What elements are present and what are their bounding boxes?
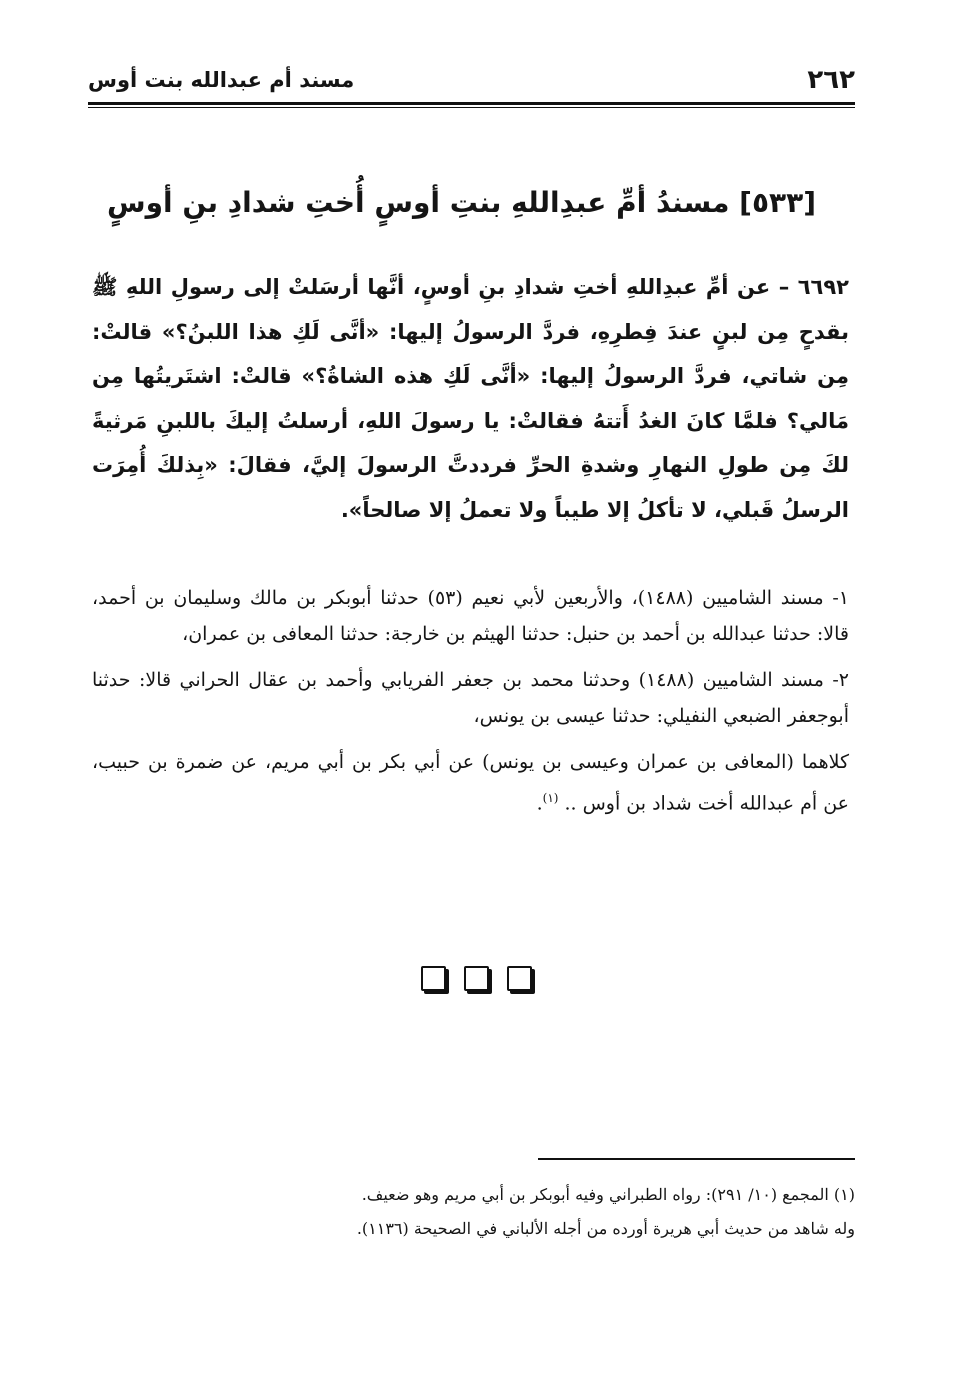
hadith-body: عن أمِّ عبدِاللهِ أختِ شدادِ بنِ أوسٍ، أنَّها أرسَلتْ إلى رسولِ اللهِ ﷺ بقدحٍ مِن لبنٍ عندَ فِطرِهِ، فردَّ الرسولُ إليها: «أنَّى لَكِ هذا اللبنُ؟» قالتْ: مِن شاتي، فردَّ الرسولُ إليها: «أنَّى لَكِ هذه الشاةُ؟» قالتْ: اشتَريتُها مِن مَالي؟ فلمَّا كانَ الغدُ أَتتهُ فقالتْ: يا رسولَ اللهِ، أرسلتُ إليكَ باللبنِ مَرثيةً لكَ مِن طولِ النهارِ وشدةِ الحرِّ فرددتَّ الرسولَ إليَّ، فقالَ: «بِذلكَ أُمِرَت الرسلُ قَبلي، لا تأكلُ إلا طيباً ولا تعملُ إلا صالحاً». [92, 275, 849, 522]
isnad-sources [92, 580, 849, 831]
square-ornament-icon [507, 966, 532, 991]
source-3: كلاهما (المعافى بن عمران وعيسى بن يونس) عن أبي بكر بن أبي مريم، عن ضمرة بن حبيب، عن أم عبدالله أخت شداد بن أوس .. $^{(١)}$. [92, 751, 849, 815]
footnote-1-line-1: (١) المجمع (١٠/ ٢٩١): رواه الطبراني وفيه أبوبكر بن أبي مريم وهو ضعيف. [361, 1185, 855, 1204]
square-ornament-icon [421, 966, 446, 991]
footnotes [92, 1178, 855, 1246]
hadith-number: ٦٦٩٢ – [778, 275, 850, 299]
running-header [88, 60, 855, 100]
header-rule [88, 102, 855, 108]
source-1: ١- مسند الشاميين (١٤٨٨)، والأربعين لأبي نعيم (٥٣) حدثنا أبوبكر بن مالك وسليمان بن أحمد، قالا: حدثنا عبدالله بن أحمد بن حنبل: حدثنا الهيثم بن خارجة: حدثنا المعافى بن عمران، [92, 587, 849, 645]
chapter-title-text: مسندُ أمِّ عبدِاللهِ بنتِ أوسٍ أُختِ شدادِ بنِ أوسٍ [106, 186, 730, 219]
footnote-separator [538, 1158, 855, 1160]
section-ornament [0, 966, 953, 991]
running-title: مسند أم عبدالله بنت أوس [88, 68, 355, 92]
source-2: ٢- مسند الشاميين (١٤٨٨) وحدثنا محمد بن جعفر الفريابي وأحمد بن عقال الحراني قالا: حدثنا أبوجعفر الضبعي النفيلي: حدثنا عيسى بن يونس، [92, 669, 849, 727]
hadith-text [92, 265, 849, 532]
chapter-title [80, 183, 843, 223]
source-3-text: كلاهما (المعافى بن عمران وعيسى بن يونس) عن أبي بكر بن أبي مريم، عن ضمرة بن حبيب، عن أم عبدالله أخت شداد بن أوس .. [92, 751, 849, 815]
footnote-reference: (١) [542, 791, 559, 805]
square-ornament-icon [464, 966, 489, 991]
footnote-1-line-2: وله شاهد من حديث أبي هريرة أورده من أجله الألباني في الصحيحة (١١٣٦). [356, 1219, 855, 1238]
page-number: ٢٦٢ [807, 65, 855, 95]
chapter-number: [٥٣٣] [739, 186, 817, 219]
